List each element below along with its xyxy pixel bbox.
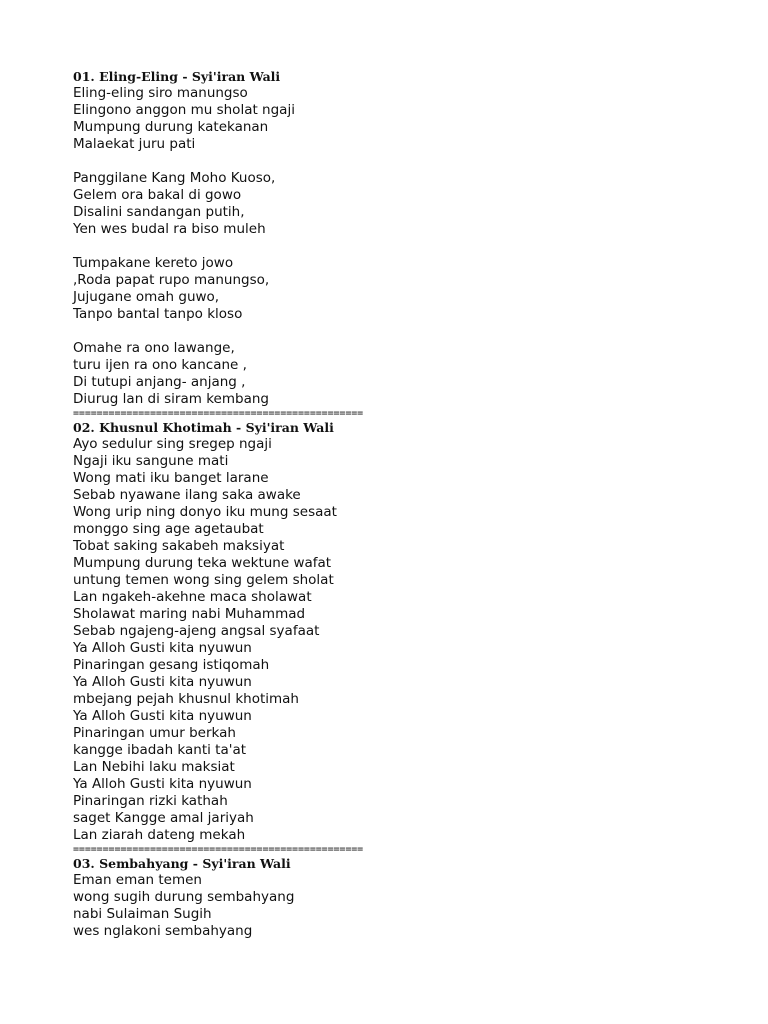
section-title: 01. Eling-Eling - Syi'iran Wali	[73, 69, 281, 84]
lyric-line: Jujugane omah guwo,	[73, 289, 220, 305]
lyric-line: Wong urip ning donyo iku mung sesaat	[73, 504, 337, 520]
lyric-line: Sholawat maring nabi Muhammad	[73, 606, 306, 622]
lyrics-document	[73, 68, 733, 940]
lyric-line: Lan Nebihi laku maksiat	[73, 759, 235, 775]
lyric-line: Pinaringan umur berkah	[73, 725, 236, 741]
lyric-line: Mumpung durung katekanan	[73, 119, 269, 135]
lyric-line: wes nglakoni sembahyang	[73, 923, 253, 939]
lyric-line: untung temen wong sing gelem sholat	[73, 572, 334, 588]
lyric-line: Wong mati iku banget larane	[73, 470, 269, 486]
lyric-line: Ya Alloh Gusti kita nyuwun	[73, 640, 252, 656]
lyric-line: Tumpakane kereto jowo	[73, 255, 234, 271]
lyric-line: Ngaji iku sangune mati	[73, 453, 229, 469]
lyric-line: mbejang pejah khusnul khotimah	[73, 691, 299, 707]
section-title: 02. Khusnul Khotimah - Syi'iran Wali	[73, 420, 334, 435]
lyric-line: Sebab ngajeng-ajeng angsal syafaat	[73, 623, 320, 639]
section-separator: =================================================	[73, 408, 364, 419]
lyric-line: Mumpung durung teka wektune wafat	[73, 555, 332, 571]
lyric-line: Lan ziarah dateng mekah	[73, 827, 246, 843]
lyric-line: monggo sing age agetaubat	[73, 521, 264, 537]
section-separator: =================================================	[73, 844, 364, 855]
stanza-gap	[73, 323, 733, 340]
lyric-line: Elingono anggon mu sholat ngaji	[73, 102, 295, 118]
lyric-line: saget Kangge amal jariyah	[73, 810, 254, 826]
lyric-line: Diurug lan di siram kembang	[73, 391, 269, 407]
lyric-line: Eling-eling siro manungso	[73, 85, 248, 101]
lyric-line: Di tutupi anjang- anjang ,	[73, 374, 246, 390]
lyric-line: Ya Alloh Gusti kita nyuwun	[73, 708, 252, 724]
lyric-line: turu ijen ra ono kancane ,	[73, 357, 247, 373]
lyric-line: Omahe ra ono lawange,	[73, 340, 235, 356]
section-title: 03. Sembahyang - Syi'iran Wali	[73, 856, 291, 871]
lyric-line: ,Roda papat rupo manungso,	[73, 272, 270, 288]
lyric-line: Tobat saking sakabeh maksiyat	[73, 538, 285, 554]
lyric-line: Malaekat juru pati	[73, 136, 196, 152]
lyric-line: kangge ibadah kanti ta'at	[73, 742, 247, 758]
lyric-line: Yen wes budal ra biso muleh	[73, 221, 266, 237]
lyric-line: Pinaringan gesang istiqomah	[73, 657, 270, 673]
lyric-line: Panggilane Kang Moho Kuoso,	[73, 170, 276, 186]
lyric-line: nabi Sulaiman Sugih	[73, 906, 212, 922]
lyric-line: Lan ngakeh-akehne maca sholawat	[73, 589, 312, 605]
stanza-gap	[73, 153, 733, 170]
lyric-line: Ayo sedulur sing sregep ngaji	[73, 436, 272, 452]
lyric-line: Ya Alloh Gusti kita nyuwun	[73, 776, 252, 792]
lyric-line: Sebab nyawane ilang saka awake	[73, 487, 301, 503]
lyric-line: Eman eman temen	[73, 872, 202, 888]
stanza-gap	[73, 238, 733, 255]
lyric-line: Gelem ora bakal di gowo	[73, 187, 242, 203]
lyric-line: Pinaringan rizki kathah	[73, 793, 228, 809]
lyric-line: Ya Alloh Gusti kita nyuwun	[73, 674, 252, 690]
lyric-line: Disalini sandangan putih,	[73, 204, 245, 220]
lyric-line: wong sugih durung sembahyang	[73, 889, 295, 905]
lyric-line: Tanpo bantal tanpo kloso	[73, 306, 243, 322]
